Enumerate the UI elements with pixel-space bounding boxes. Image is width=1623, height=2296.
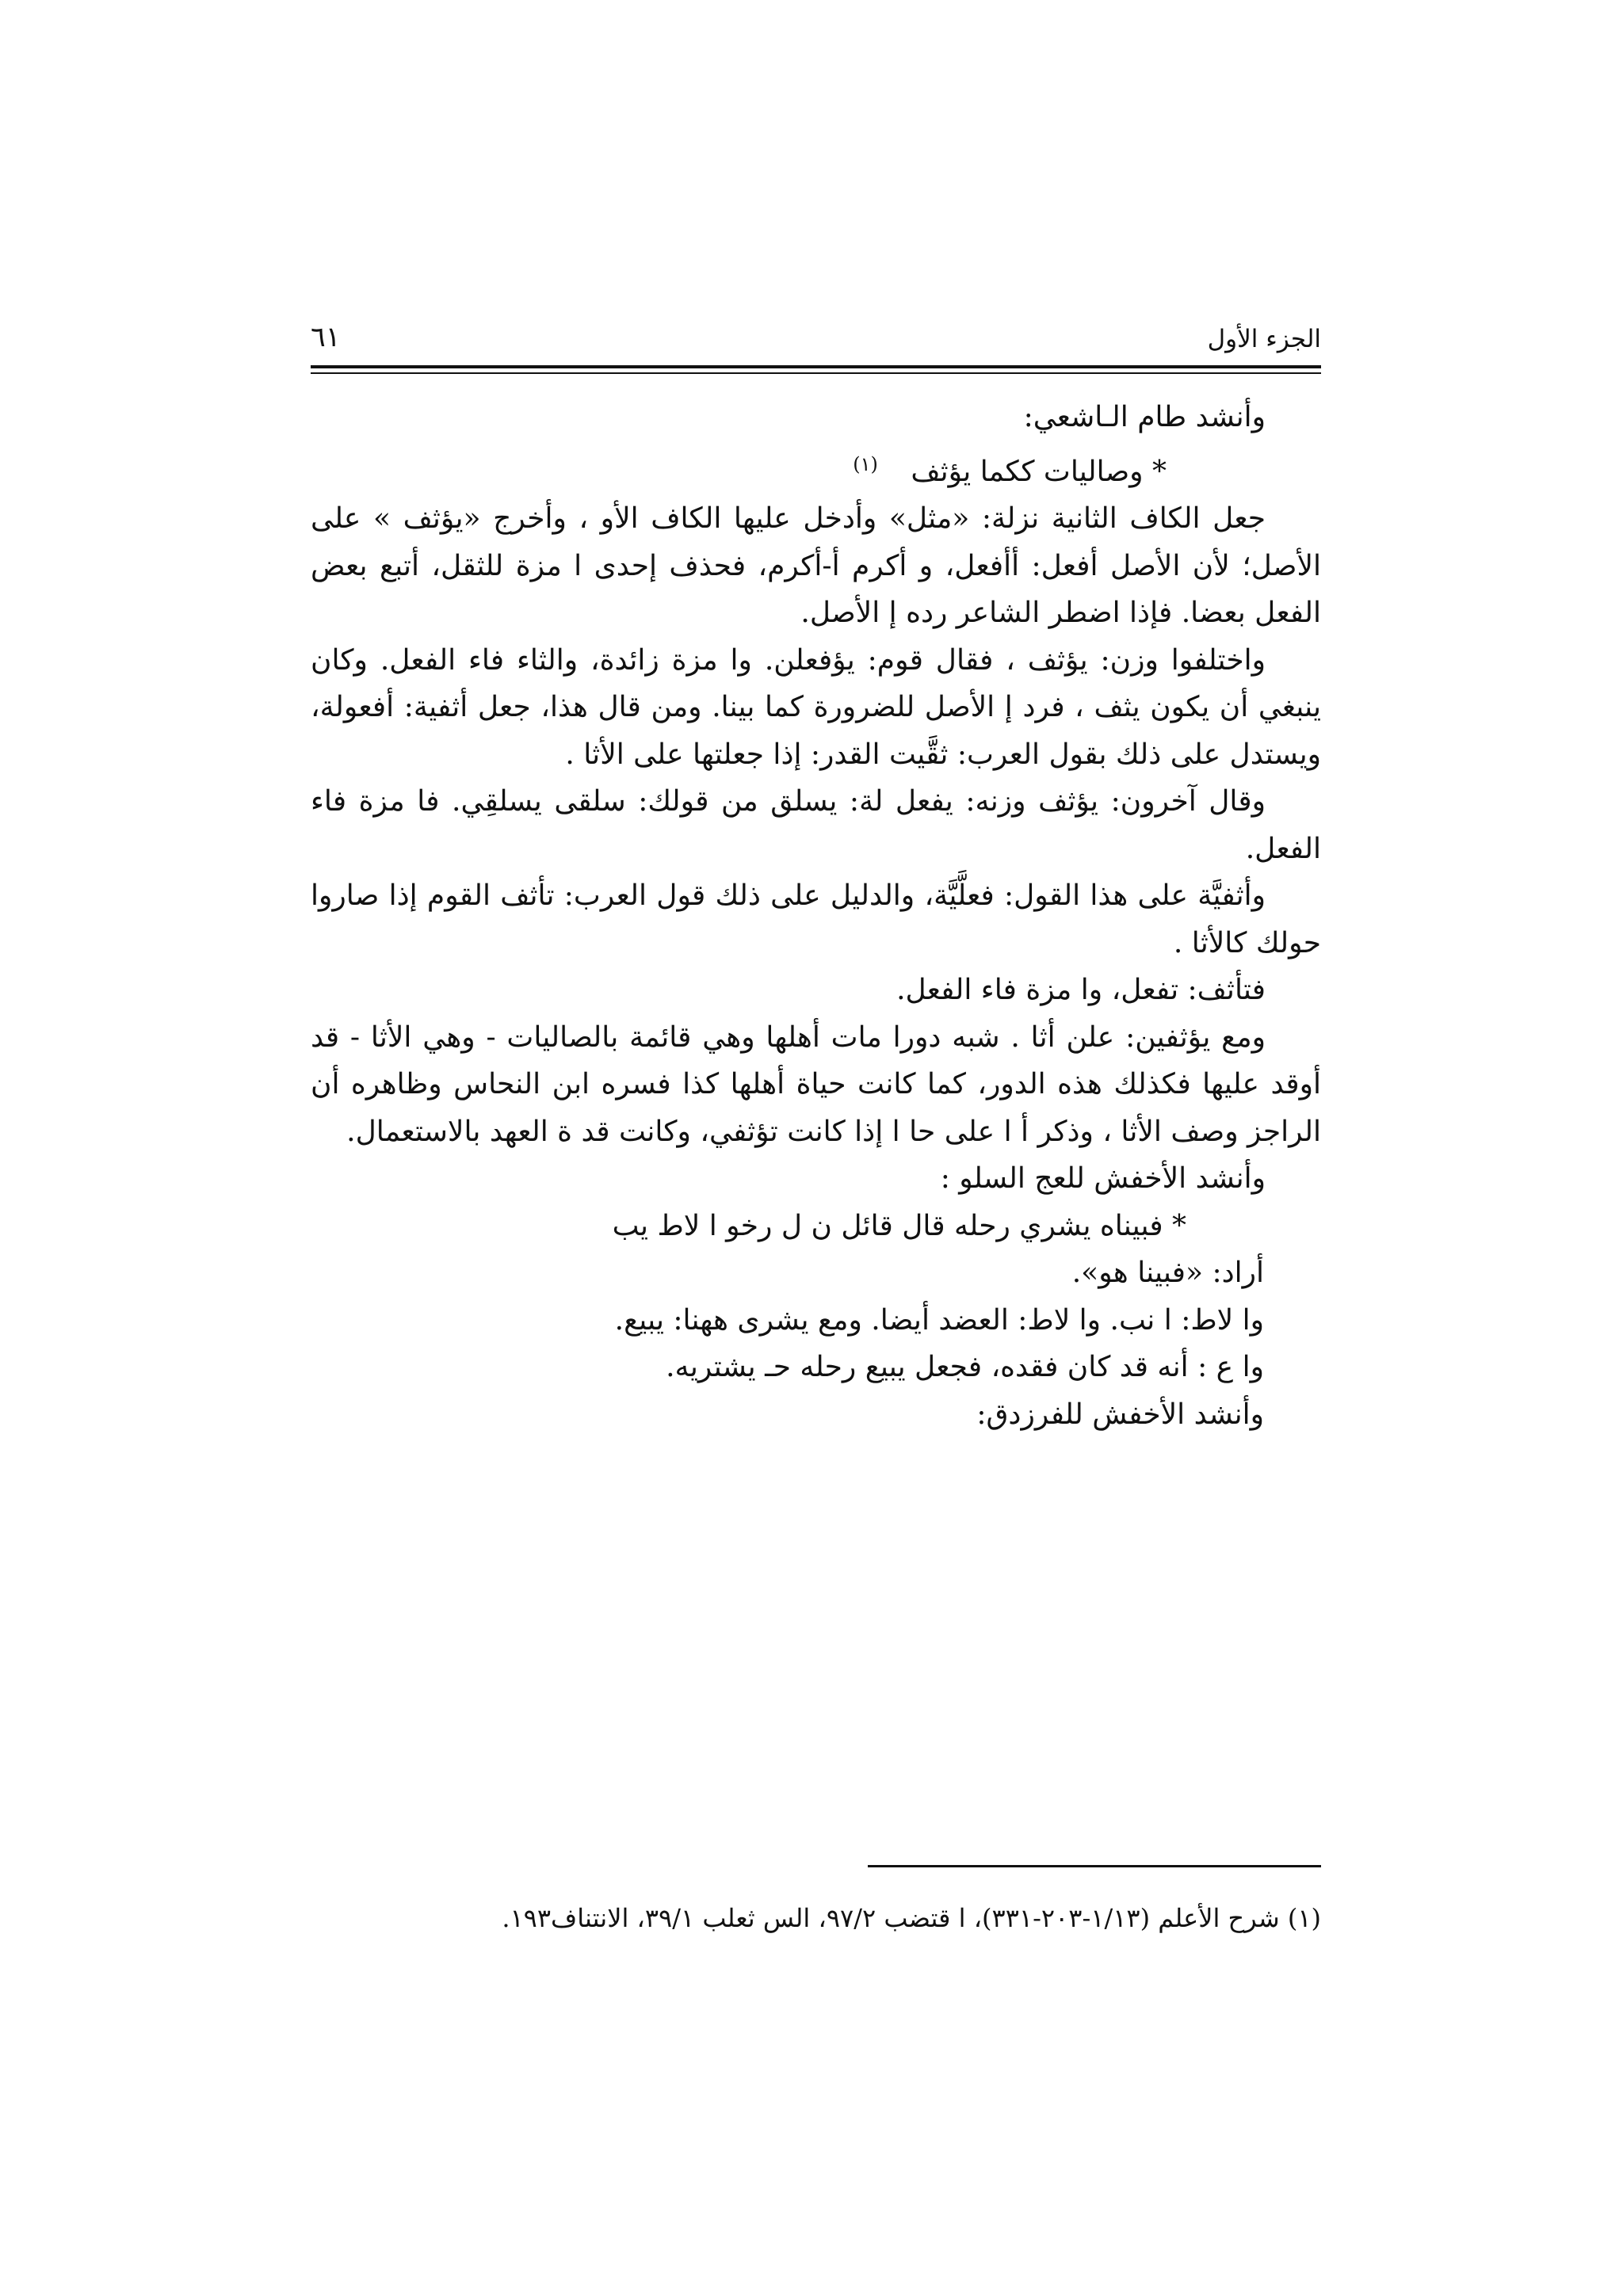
paragraph: فتأثف: تفعل، وا مزة فاء الفعل. [896,974,1266,1006]
header-rule-thick [311,365,1321,368]
paragraph: ومع يؤثفين: علن أثا . شبه دورا مات أهلها وهي قائمة بالصاليات - وهي الأثا - قد أوقد عليها فكذلك هذه الدور، كما كانت حياة أهلها كذا فسره ابن النحاس وظاهره أن الراجز وصف الأثا ، وذكر أ ا على حا ا إذا كانت تؤثفي، وكانت قد ة العهد بالاستعمال. [311,1020,1321,1148]
paragraph: واختلفوا وزن: يؤثف ، فقال قوم: يؤفعلن. وا مزة زائدة، والثاء فاء الفعل. وكان ينبغي أن يكون يثف ، فرد إ الأصل للضرورة كما بينا. ومن قال هذا، جعل أثفية: أفعولة، ويستدل على ذلك بقول العرب: ثقَّيت القدر: إذا جعلتها على الأثا . [311,643,1321,771]
verse-line: * فبيناه يشري رحله قال قائل ن ل رخو ا لاط يب [612,1209,1186,1242]
paragraph: وقال آخرون: يؤثف وزنه: يفعل لة: يسلق من قولك: سلقى يسلقِي. فا مزة فاء الفعل. [311,785,1321,865]
running-title: الجزء الأول [1207,325,1321,353]
poem-intro: وأنشد الأخفش للفرزدق: [976,1398,1264,1431]
paragraph: وا ع : أنه قد كان فقده، فجعل يبيع رحله حـ يشتريه. [666,1351,1264,1383]
paragraph: جعل الكاف الثانية نزلة: «مثل» وأدخل عليها الكاف الأو ، وأخرج «يؤثف » على الأصل؛ لأن الأصل أفعل: أأفعل، و أكرم أ-أكرم، فحذف إحدى ا مزة للثقل، أتبع بعض الفعل بعضا. فإذا اضطر الشاعر رده إ الأصل. [311,502,1321,629]
poem-intro: وأنشد الأخفش للعج السلو : [940,1162,1266,1195]
paragraph: وا لاط: ا نب. وا لاط: العضد أيضا. ومع يشرى ههنا: يبيع. [614,1303,1264,1337]
paragraph: وأثفيَّة على هذا القول: فعلَّيَّة، والدليل على ذلك قول العرب: تأثف القوم إذا صاروا حولك كالأثا . [311,879,1321,959]
main-text [311,394,1321,1438]
paragraph: أراد: «فبينا هو». [1071,1257,1264,1289]
footnote-marker: (١) [853,452,878,475]
header-rule-thin [311,372,1321,374]
verse-text: * وصاليات ككما يؤثف [911,455,1167,488]
verse-line [311,441,1321,496]
page-header [311,317,1321,364]
page-number: ٦١ [311,322,341,353]
poem-intro: وأنشد طام الـاشعي: [1023,401,1266,433]
footnote-rule [868,1865,1321,1867]
footnote: (١) شرح الأعلم (١/١٣-٢٠٣-٣٣١)، ا قتضب ٩٧/٢، الس ثعلب ٣٩/١، الانتناف١٩٣. [502,1903,1321,1933]
